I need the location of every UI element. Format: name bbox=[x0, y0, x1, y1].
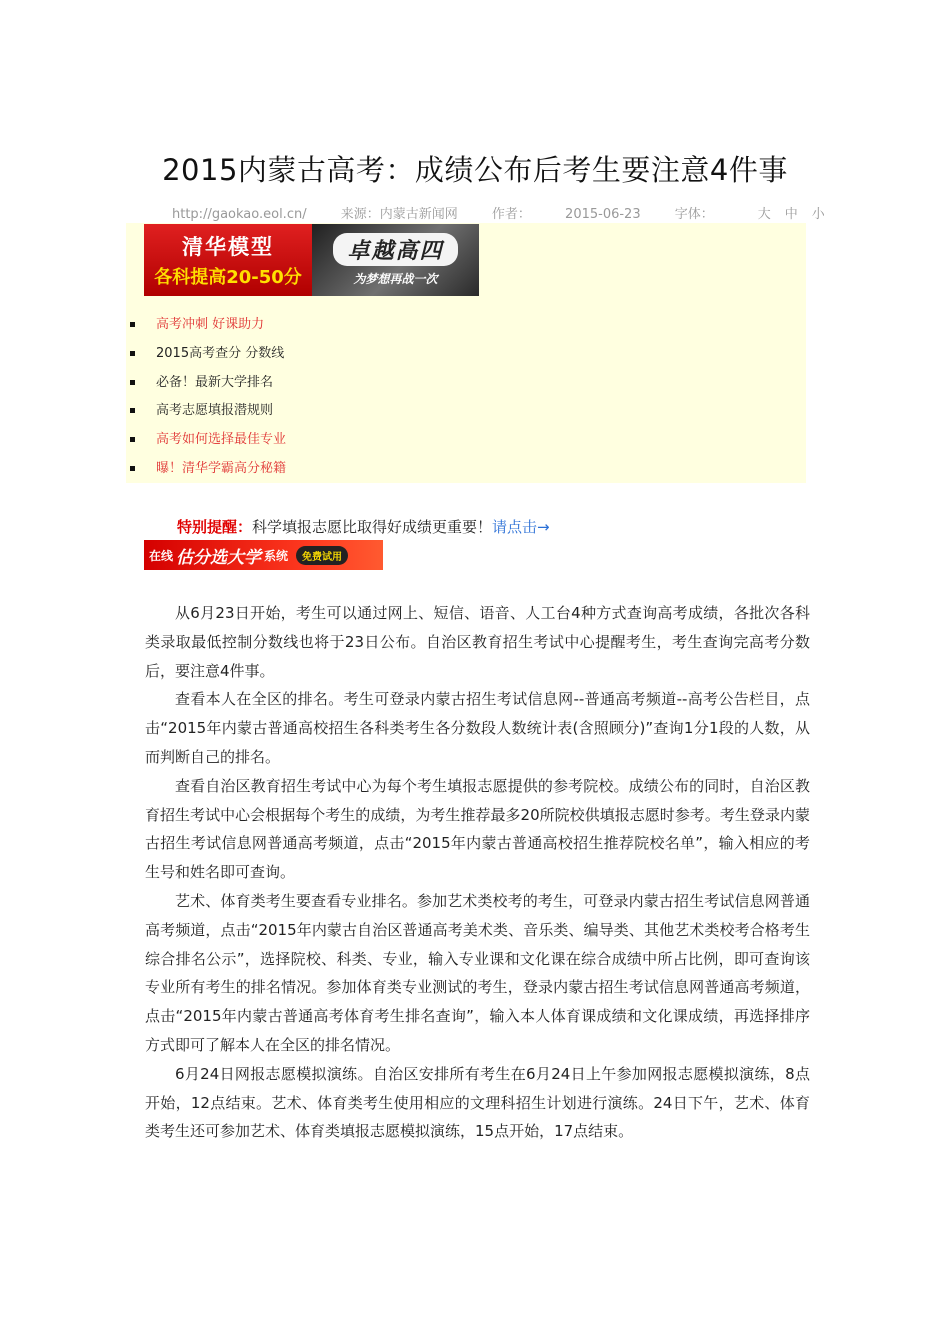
source-label: 来源：内蒙古新闻网 bbox=[340, 207, 458, 222]
promo-link[interactable]: 2015高考查分 分数线 bbox=[126, 343, 286, 372]
body-paragraph: 查看自治区教育招生考试中心为每个考生填报志愿提供的参考院校。成绩公布的同时，自治区教育招生考试中心会根据每个考生的成绩，为考生推荐最多20所院校供填报志愿时参考。考生登录内蒙古招生考试信息网普通高考频道，点击“2015年内蒙古普通高校招生推荐院校名单”，输入相应的考生号和姓名即可查询。 bbox=[145, 776, 810, 882]
small-banner-text-3: 系统 bbox=[264, 548, 289, 563]
font-size-label: 字体： bbox=[674, 207, 714, 222]
small-banner-text-1: 在线 bbox=[149, 548, 174, 563]
promo-link-list bbox=[126, 314, 286, 487]
promo-link[interactable]: 必备！最新大学排名 bbox=[126, 372, 286, 401]
reminder-label: 特别提醒： bbox=[177, 518, 253, 536]
body-paragraph: 6月24日网报志愿模拟演练。自治区安排所有考生在6月24日上午参加网报志愿模拟演练，8点开始，12点结束。艺术、体育类考生使用相应的文理科招生计划进行演练。24日下午，艺术、体育类考生还可参加艺术、体育类填报志愿模拟演练，15点开始，17点结束。 bbox=[145, 1064, 810, 1141]
reminder-text: 科学填报志愿比取得好成绩更重要！ bbox=[252, 518, 493, 536]
promo-link[interactable]: 曝！清华学霸高分秘籍 bbox=[126, 458, 286, 487]
small-banner-text-2: 估分选大学 bbox=[176, 547, 262, 568]
font-size-control bbox=[675, 207, 825, 222]
special-reminder bbox=[177, 516, 550, 537]
ad-banner-right[interactable] bbox=[312, 224, 479, 296]
ad-left-subtitle: 各科提高20-50分 bbox=[154, 267, 302, 288]
article-meta bbox=[172, 203, 825, 222]
body-paragraph: 查看本人在全区的排名。考生可登录内蒙古招生考试信息网--普通高考频道--高考公告栏目，点击“2015年内蒙古普通高校招生各科类考生各分数段人数统计表(含照顾分)”查询1分1段的人数，从而判断自己的排名。 bbox=[145, 690, 810, 766]
article-body bbox=[145, 599, 810, 1146]
font-small-button[interactable]: 小 bbox=[811, 207, 825, 222]
free-trial-badge: 免费试用 bbox=[296, 546, 348, 565]
body-paragraph: 从6月23日开始，考生可以通过网上、短信、语音、人工台4种方式查询高考成绩，各批次各科类录取最低控制分数线也将于23日公布。自治区教育招生考试中心提醒考生，考生查询完高考分数后，要注意4件事。 bbox=[145, 604, 810, 680]
score-estimate-banner[interactable] bbox=[144, 540, 383, 570]
ad-banner-left[interactable] bbox=[144, 224, 312, 296]
font-large-button[interactable]: 大 bbox=[757, 207, 771, 222]
ad-right-subtitle: 为梦想再战一次 bbox=[353, 272, 438, 286]
ad-left-title: 清华模型 bbox=[182, 235, 274, 259]
promo-link[interactable]: 高考志愿填报潜规则 bbox=[126, 400, 286, 429]
promo-link[interactable]: 高考如何选择最佳专业 bbox=[126, 429, 286, 458]
source-url-link[interactable]: http://gaokao.eol.cn/ bbox=[172, 207, 307, 222]
body-paragraph: 艺术、体育类考生要查看专业排名。参加艺术类校考的考生，可登录内蒙古招生考试信息网普通高考频道，点击“2015年内蒙古自治区普通高考美术类、音乐类、编导类、其他艺术类校考合格考生综合排名公示”，选择院校、科类、专业，输入专业课和文化课在综合成绩中所占比例，即可查询该专业所有考生的排名情况。参加体育类专业测试的考生，登录内蒙古招生考试信息网普通高考频道，点击“2015年内蒙古普通高考体育考生排名查询”，输入本人体育课成绩和文化课成绩，再选择排序方式即可了解本人在全区的排名情况。 bbox=[145, 891, 810, 1054]
publish-date: 2015-06-23 bbox=[565, 207, 641, 222]
article-title: 2015内蒙古高考：成绩公布后考生要注意4件事 bbox=[162, 153, 788, 187]
ad-banner[interactable] bbox=[144, 224, 479, 296]
reminder-link[interactable]: 请点击→ bbox=[492, 518, 550, 536]
font-medium-button[interactable]: 中 bbox=[784, 207, 798, 222]
promo-link[interactable]: 高考冲刺 好课助力 bbox=[126, 314, 286, 343]
ad-right-title: 卓越高四 bbox=[333, 233, 457, 266]
author-label: 作者： bbox=[491, 207, 531, 222]
